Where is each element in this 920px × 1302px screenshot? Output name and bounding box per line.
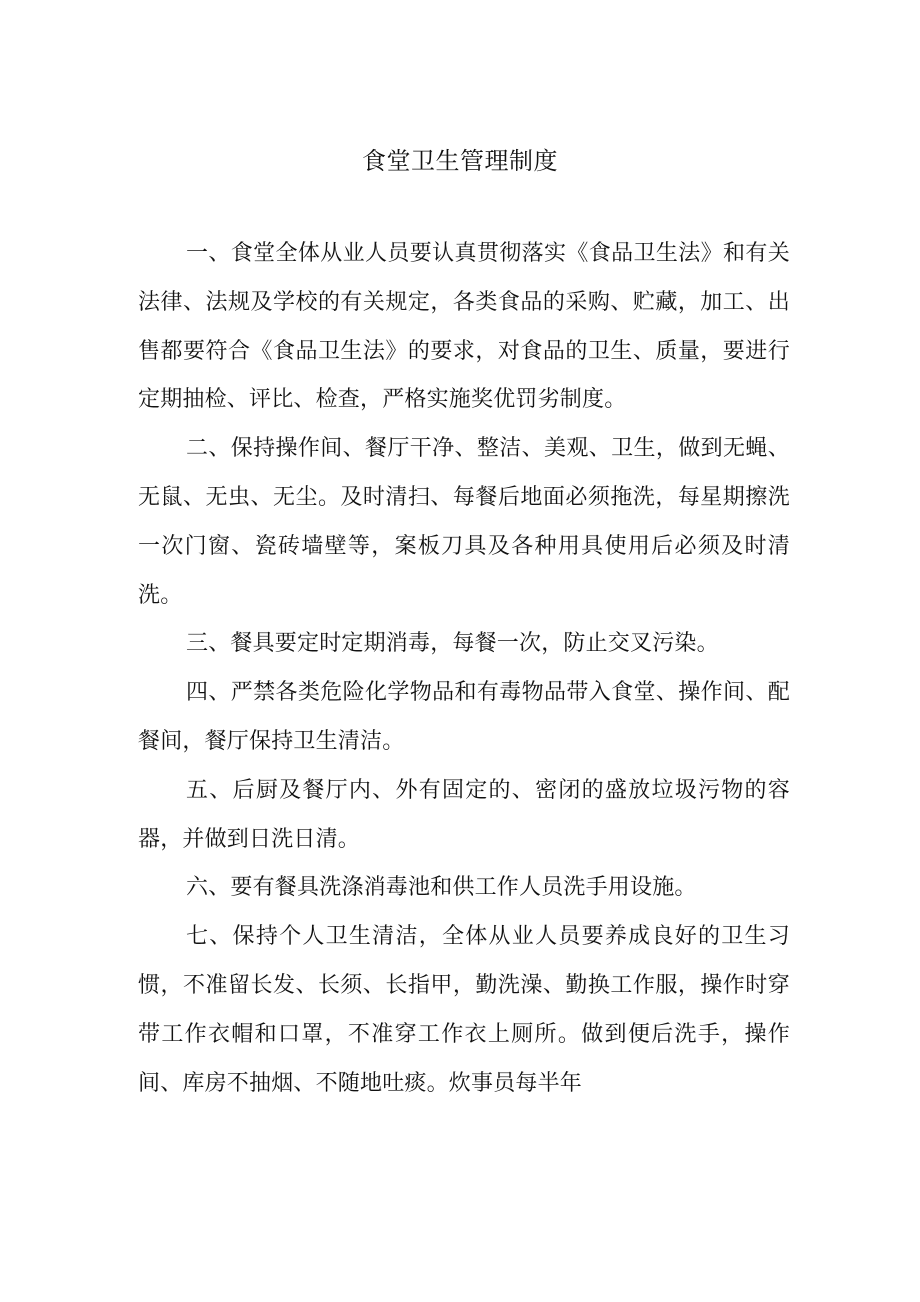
paragraph-7: 七、保持个人卫生清洁，全体从业人员要养成良好的卫生习惯，不准留长发、长须、长指甲，勤洗澡、勤换工作服，操作时穿带工作衣帽和口罩，不准穿工作衣上厕所。做到便后洗手，操作间、库房不抽烟、不随地吐痰。炊事员每半年 [138, 924, 790, 1096]
paragraph-1: 一、食堂全体从业人员要认真贯彻落实《食品卫生法》和有关法律、法规及学校的有关规定，各类食品的采购、贮藏，加工、出售都要符合《食品卫生法》的要求，对食品的卫生、质量，要进行定期抽检、评比、检查，严格实施奖优罚劣制度。 [138, 241, 790, 413]
paragraph-3: 三、餐具要定时定期消毒，每餐一次，防止交叉污染。 [186, 631, 719, 657]
paragraph-2: 二、保持操作间、餐厅干净、整洁、美观、卫生，做到无蝇、无鼠、无虫、无尘。及时清扫、每餐后地面必须拖洗，每星期擦洗一次门窗、瓷砖墙壁等，案板刀具及各种用具使用后必须及时清洗。 [138, 436, 790, 608]
paragraph-5: 五、后厨及餐厅内、外有固定的、密闭的盛放垃圾污物的容器，并做到日洗日清。 [138, 777, 790, 852]
page-title: 食堂卫生管理制度 [362, 147, 558, 175]
paragraph-6: 六、要有餐具洗涤消毒池和供工作人员洗手用设施。 [186, 875, 697, 901]
document-body [138, 230, 790, 1108]
paragraph-4: 四、严禁各类危险化学物品和有毒物品带入食堂、操作间、配餐间，餐厅保持卫生清洁。 [138, 680, 790, 754]
